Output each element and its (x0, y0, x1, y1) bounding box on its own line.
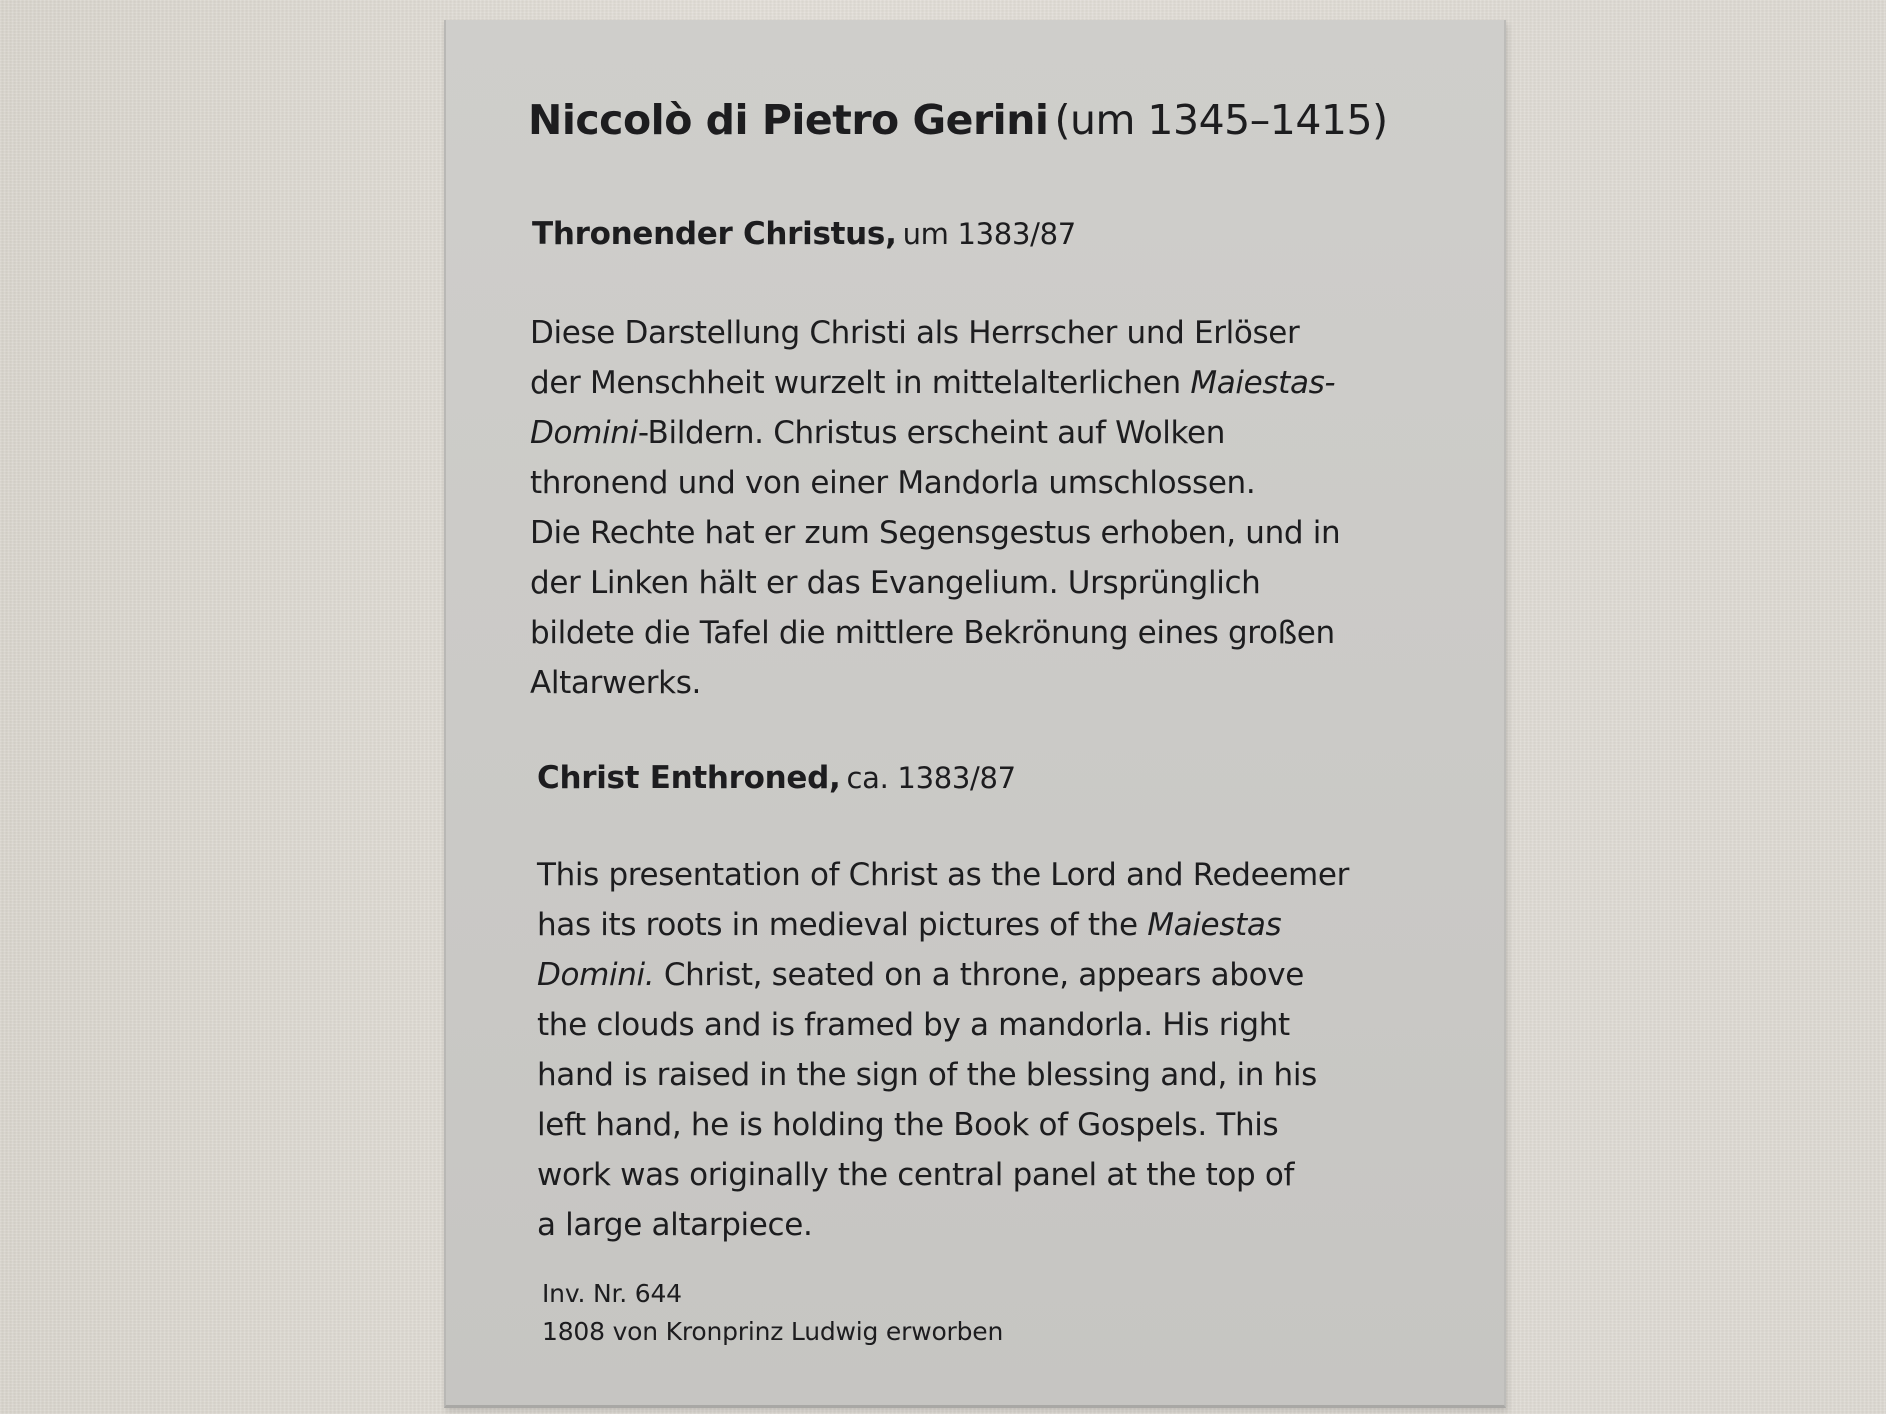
text-line (537, 900, 1437, 950)
italic-term: Maiestas- (1190, 365, 1336, 401)
provenance-note: 1808 von Kronprinz Ludwig erworben (542, 1317, 1004, 1346)
text-line: the clouds and is framed by a mandorla. His right (537, 1007, 1290, 1043)
text-segment: bildete die Tafel die mittlere Bekrönung eines großen (530, 615, 1335, 651)
text-line (530, 658, 1430, 708)
italic-term: Domini. (537, 957, 655, 993)
text-line (530, 608, 1430, 658)
text-line (530, 408, 1430, 458)
work-title-german: Thronender Christus, (532, 216, 897, 252)
text-segment: has its roots in medieval pictures of the (537, 907, 1148, 943)
text-segment: -Bildern. Christus erscheint auf Wolken (637, 415, 1226, 451)
artist-name: Niccolò di Pietro Gerini (528, 96, 1049, 144)
inventory-number: Inv. Nr. 644 (542, 1279, 682, 1308)
label-footer (542, 1275, 1003, 1351)
text-line (530, 308, 1430, 358)
text-line (530, 558, 1430, 608)
work-title-english: Christ Enthroned, (537, 760, 841, 796)
text-line (537, 950, 1437, 1000)
text-line (530, 458, 1430, 508)
text-segment: Altarwerks. (530, 665, 701, 701)
text-line (530, 508, 1430, 558)
italic-term: Maiestas (1147, 907, 1282, 943)
text-segment: Diese Darstellung Christi als Herrscher und Erlöser (530, 315, 1300, 351)
work-heading-english (537, 760, 1016, 796)
text-segment: thronend und von einer Mandorla umschlossen. (530, 465, 1256, 501)
text-segment: Die Rechte hat er zum Segensgestus erhoben, und in (530, 515, 1341, 551)
work-heading-german (532, 216, 1076, 252)
text-line: work was originally the central panel at the top of (537, 1157, 1295, 1193)
text-line: This presentation of Christ as the Lord and Redeemer (537, 857, 1350, 893)
work-date-english: ca. 1383/87 (846, 761, 1016, 795)
text-segment: der Menschheit wurzelt in mittelalterlichen (530, 365, 1191, 401)
artist-heading (528, 96, 1388, 144)
work-date-german: um 1383/87 (902, 217, 1076, 251)
text-segment: Christ, seated on a throne, appears above (654, 957, 1304, 993)
text-segment: der Linken hält er das Evangelium. Ursprünglich (530, 565, 1261, 601)
text-line: a large altarpiece. (537, 1207, 813, 1243)
description-german (530, 308, 1430, 708)
italic-term: Domini (530, 415, 638, 451)
description-english (537, 850, 1437, 1250)
museum-label-card (444, 20, 1506, 1408)
artist-dates: (um 1345–1415) (1054, 96, 1388, 144)
text-line: left hand, he is holding the Book of Gospels. This (537, 1107, 1279, 1143)
text-line: hand is raised in the sign of the blessing and, in his (537, 1057, 1317, 1093)
text-line (530, 358, 1430, 408)
